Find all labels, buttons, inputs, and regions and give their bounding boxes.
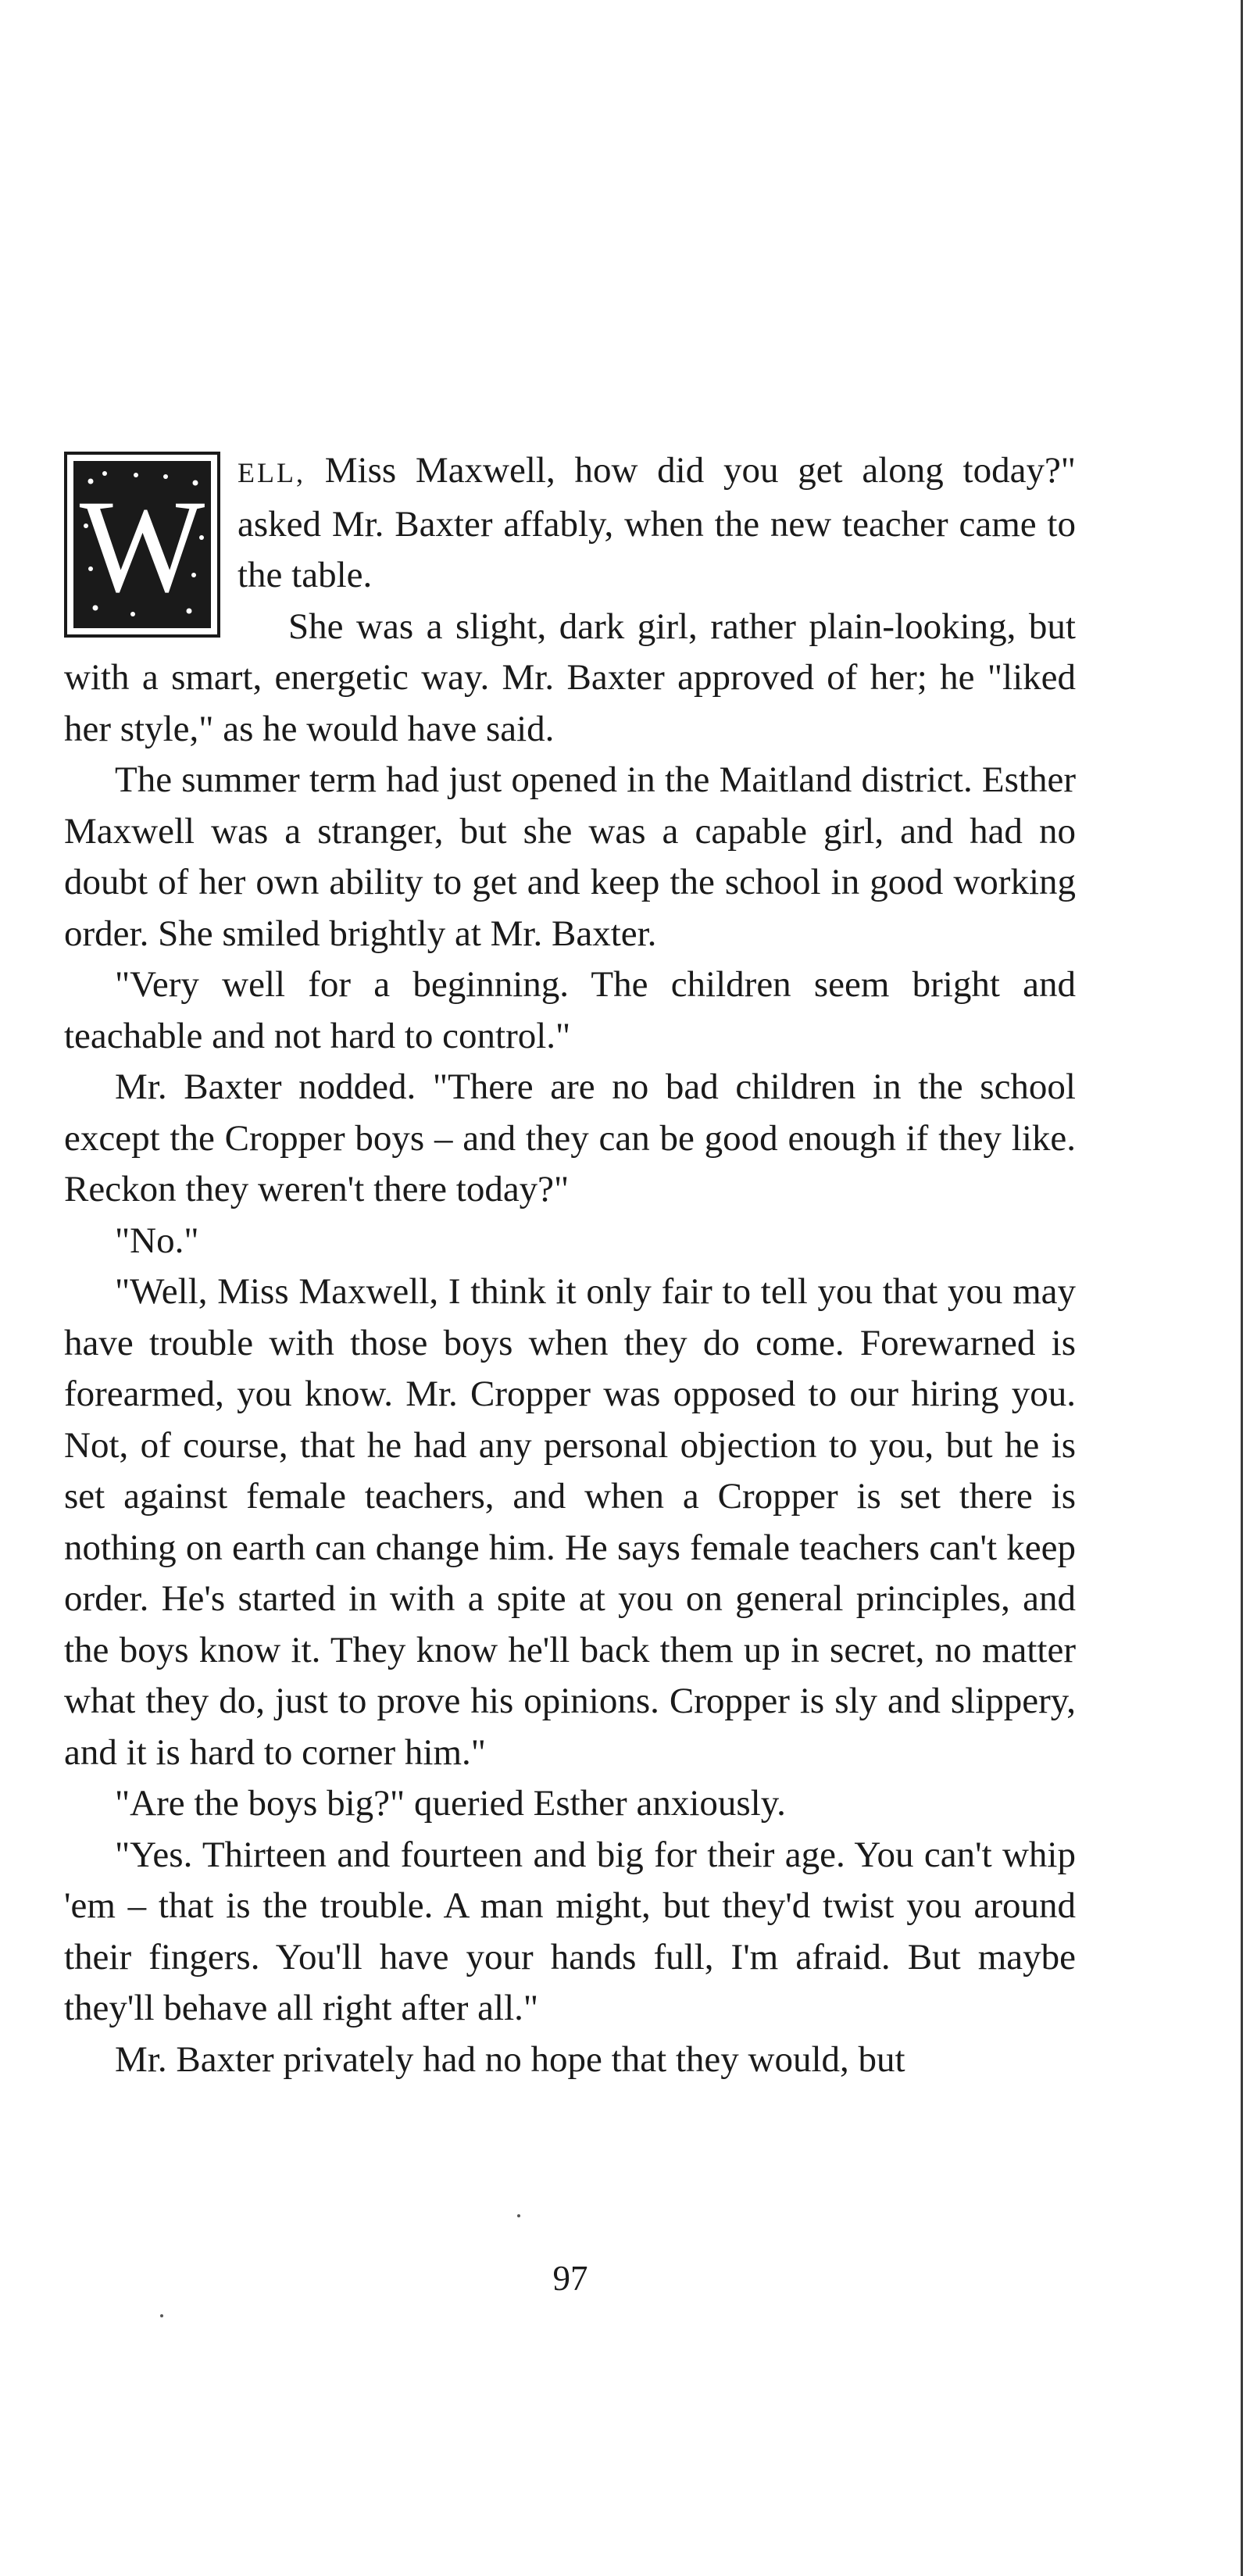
paragraph-2: She was a slight, dark girl, rather plain-looking, but with a smart, energetic way. Mr. Baxter approved of her; he "liked her style," as he would have said. bbox=[64, 606, 1076, 749]
paragraph-10: Mr. Baxter privately had no hope that they would, but bbox=[115, 2038, 905, 2080]
ornamental-initial-icon bbox=[64, 452, 220, 638]
paragraph-6: "No." bbox=[115, 1220, 199, 1261]
paragraph-8: "Are the boys big?" queried Esther anxiously. bbox=[115, 1783, 786, 1824]
body-text bbox=[64, 445, 1076, 2085]
paragraph-1-text: Miss Maxwell, how did you get along today?" asked Mr. Baxter affably, when the new teacher came to the table. bbox=[238, 450, 1076, 595]
scan-speck bbox=[160, 2314, 163, 2317]
page-number: 97 bbox=[552, 2259, 588, 2298]
paragraph-5: Mr. Baxter nodded. "There are no bad children in the school except the Cropper boys – and they can be good enough if they like. Reckon they weren't there today?" bbox=[64, 1066, 1076, 1209]
paragraph-7: "Well, Miss Maxwell, I think it only fair to tell you that you may have trouble with those boys when they do come. Forewarned is forearmed, you know. Mr. Cropper was opposed to our hiring you. Not, of course, that he had any personal objection to you, but he is set against female teachers, and when a Cropper is set there is nothing on earth can change him. He says female teachers can't keep order. He's started in with a spite at you on general principles, and the boys know it. They know he'll back them up in secret, no matter what they do, just to prove his opinions. Cropper is sly and slippery, and it is hard to corner him." bbox=[64, 1271, 1076, 1773]
drop-cap-small-caps: ELL, bbox=[238, 457, 305, 488]
scan-speck bbox=[517, 2214, 520, 2217]
paragraph-1 bbox=[64, 445, 1076, 620]
paragraph-3: The summer term had just opened in the Maitland district. Esther Maxwell was a stranger, but she was a capable girl, and had no doubt of her own ability to get and keep the school in good working order. She smiled brightly at Mr. Baxter. bbox=[64, 759, 1076, 954]
page-edge-shadow bbox=[1241, 0, 1243, 2576]
paragraph-4: "Very well for a beginning. The children seem bright and teachable and not hard to control." bbox=[64, 964, 1076, 1056]
drop-cap-ornament bbox=[64, 452, 220, 638]
drop-cap-letter: W bbox=[79, 473, 205, 620]
paragraph-9: "Yes. Thirteen and fourteen and big for their age. You can't whip 'em – that is the trouble. A man might, but they'd twist you around their fingers. You'll have your hands full, I'm afraid. But maybe they'll behave all right after all." bbox=[64, 1834, 1076, 2028]
